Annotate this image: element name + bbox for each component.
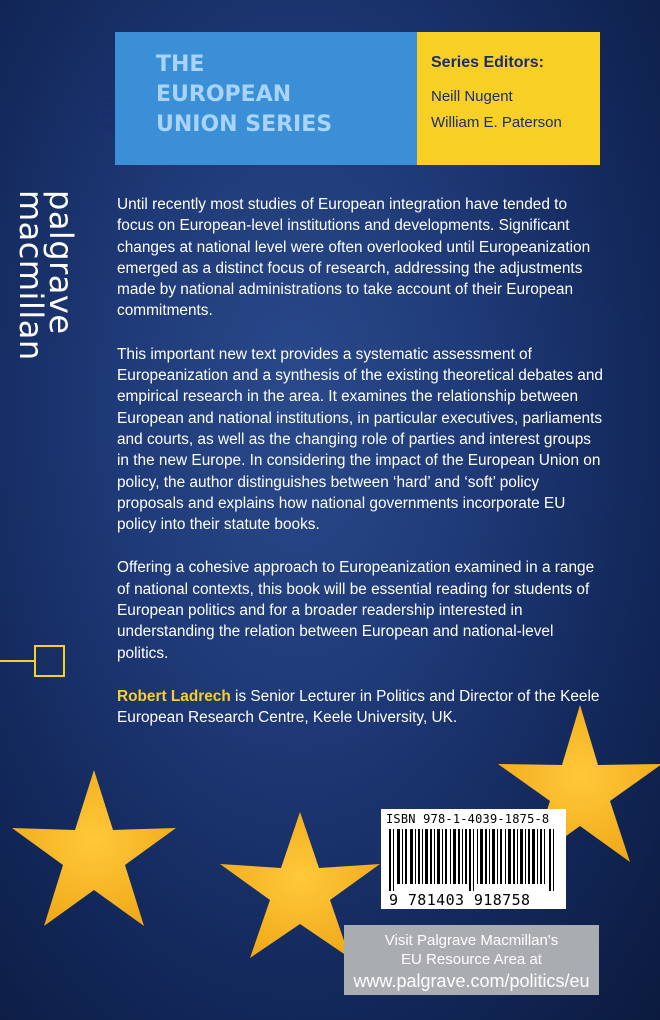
barcode-icon <box>389 829 559 891</box>
series-editors-panel <box>417 32 600 165</box>
resource-url: www.palgrave.com/politics/eu <box>353 971 590 991</box>
isbn-barcode <box>381 809 566 909</box>
series-title-line: UNION SERIES <box>156 112 333 137</box>
series-banner <box>115 32 600 165</box>
editors-title: Series Editors: <box>431 54 544 71</box>
author-bio-text: is Senior Lecturer in Politics and Director of the Keele European Research Centre, Keele University, UK. <box>117 687 600 727</box>
blurb-paragraph: Until recently most studies of European integration have tended to focus on European-level institutions and developments. Significant changes at national level were often overlooked until Europeanization emerged as a distinct focus of research, addressing the adjustments made by national administrations to take account of their European commitments. <box>117 196 591 320</box>
editor-name: William E. Paterson <box>431 114 562 131</box>
publisher-logo-line1: palgrave <box>42 190 80 335</box>
author-name: Robert Ladrech <box>117 687 231 705</box>
blurb-paragraph: This important new text provides a systematic assessment of Europeanization and a synthesis of the existing theoretical debates and empirical research in the area. It examines the relationship between European and national institutions, in particular executives, parliaments and courts, as well as the changing role of parties and interest groups in the new Europe. In considering the impact of the European Union on policy, the author distinguishes between ‘hard’ and ‘soft’ policy proposals and explains how national governments incorporate EU policy into their statute books. <box>117 345 603 534</box>
series-title-panel <box>115 32 417 165</box>
series-title <box>156 50 332 140</box>
publisher-logo-line2: macmillan <box>12 190 50 361</box>
publisher-logo <box>12 190 80 361</box>
resource-line1: Visit Palgrave Macmillan's <box>384 932 559 949</box>
barcode-digits: 9 781403 918758 <box>389 891 531 909</box>
isbn-label: ISBN 978-1-4039-1875-8 <box>386 812 550 826</box>
series-title-line: EUROPEAN <box>156 82 292 107</box>
series-title-line: THE <box>156 52 205 77</box>
blurb <box>117 194 607 751</box>
star-icon <box>12 770 176 926</box>
accent-square <box>34 645 65 677</box>
editor-name: Neill Nugent <box>431 88 513 105</box>
blurb-paragraph: Offering a cohesive approach to Europeanization examined in a range of national contexts, this book will be essential reading for students of European politics and for a broader readership interested in understanding the relation between European and national-level politics. <box>117 559 595 662</box>
resource-area-box <box>344 925 599 995</box>
accent-line <box>0 660 34 662</box>
resource-line2: EU Resource Area at <box>401 951 542 968</box>
issues-label: ISSUES <box>98 68 116 134</box>
